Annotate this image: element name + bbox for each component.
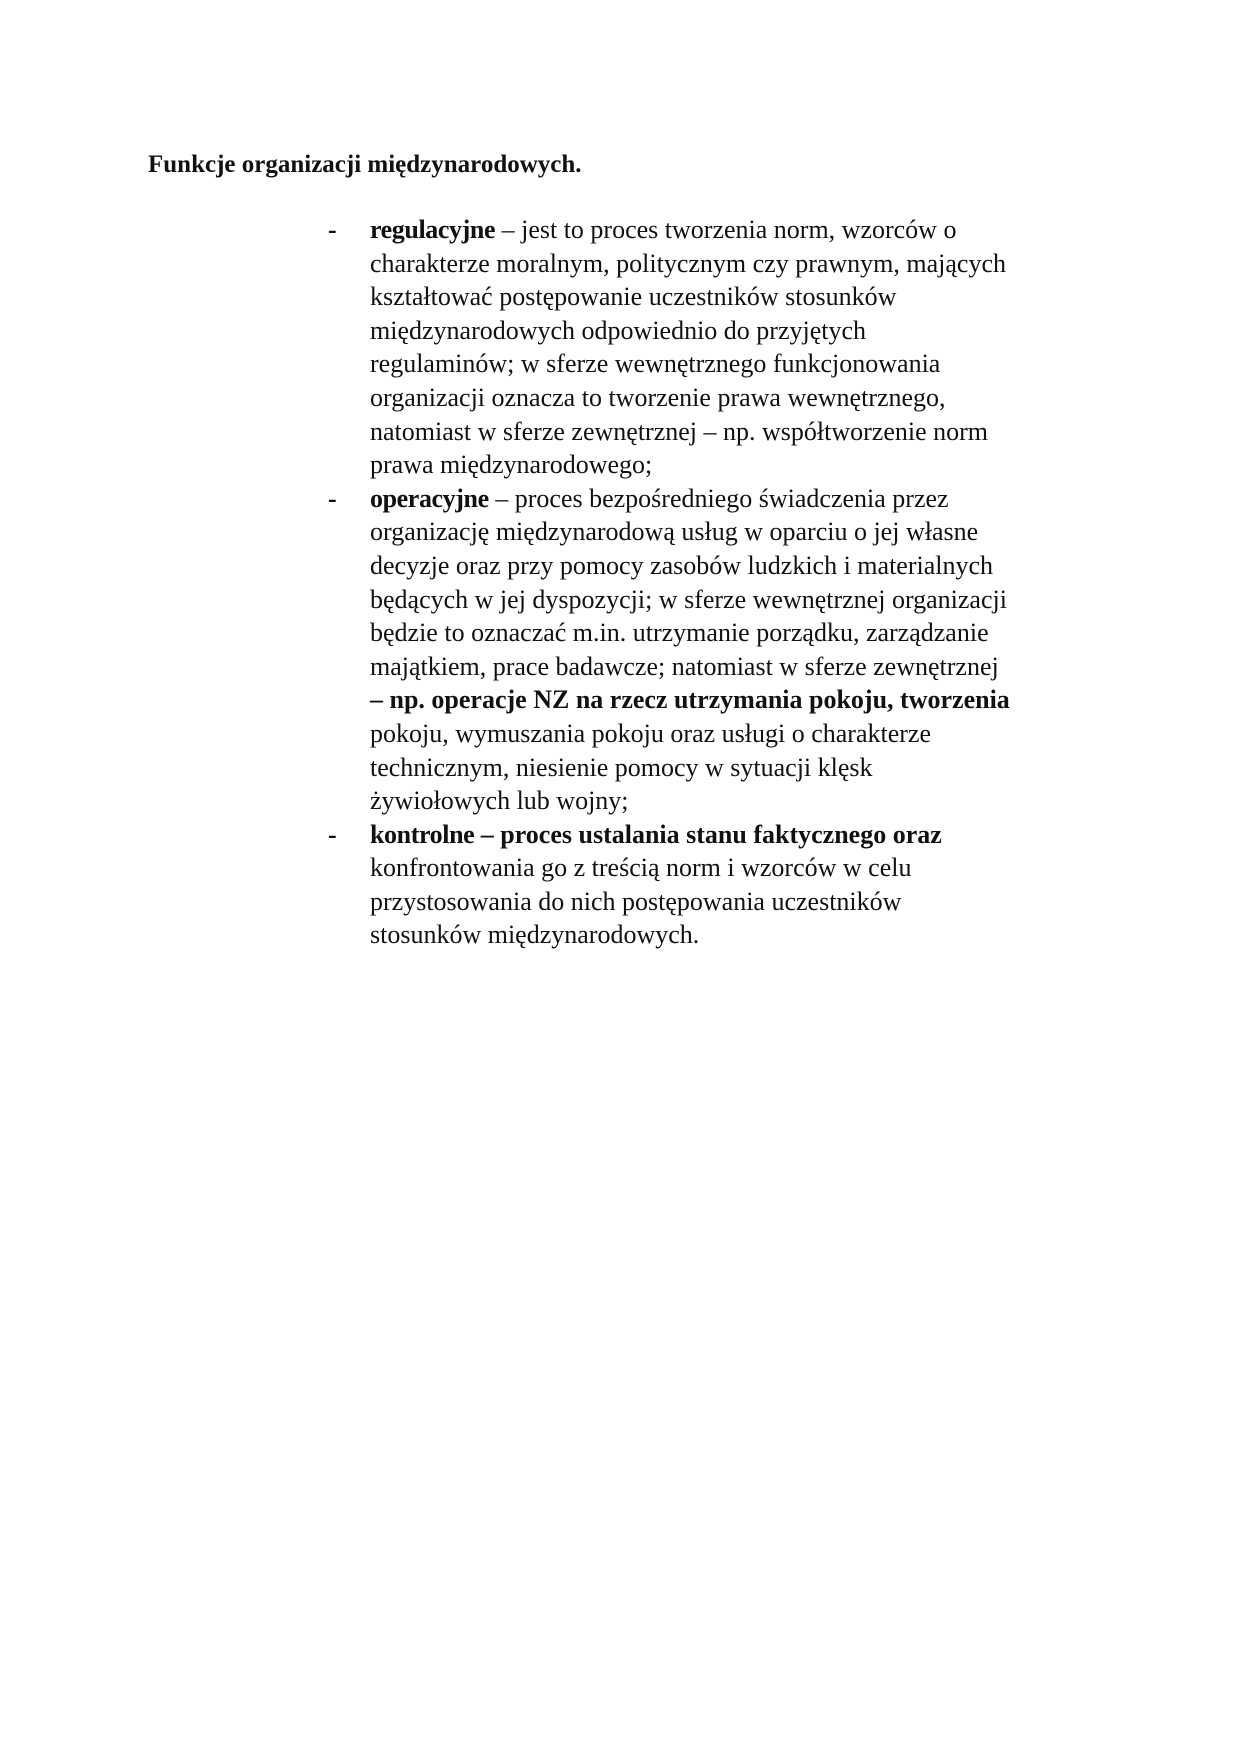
item-line: żywiołowych lub wojny; xyxy=(370,786,629,816)
list-item-regulacyjne xyxy=(328,213,1098,482)
list-item-kontrolne xyxy=(328,818,1098,952)
page-title: Funkcje organizacji międzynarodowych. xyxy=(148,151,582,178)
item-line: regulaminów; w sferze wewnętrznego funkcjonowania xyxy=(370,349,941,379)
item-line: kształtować postępowanie uczestników stosunków xyxy=(370,282,897,312)
item-line: będących w jej dyspozycji; w sferze wewnętrznej organizacji xyxy=(370,584,1007,614)
item-first-line xyxy=(370,818,1098,852)
dash-bullet: - xyxy=(328,215,337,244)
item-line: przystosowania do nich postępowania uczestników xyxy=(370,886,902,916)
item-description: – jest to proces tworzenia norm, wzorców o xyxy=(495,215,957,244)
term-kontrolne: kontrolne xyxy=(370,819,475,849)
item-line: organizacji oznacza to tworzenie prawa wewnętrznego, xyxy=(370,382,946,412)
item-line: technicznym, niesienie pomocy w sytuacji klęsk xyxy=(370,752,873,782)
functions-list xyxy=(328,213,1098,952)
item-description: – proces bezpośredniego świadczenia przez xyxy=(488,483,949,513)
dash-bullet: - xyxy=(328,483,337,513)
item-first-line xyxy=(370,482,1098,516)
item-line: organizację międzynarodową usług w oparciu o jej własne xyxy=(370,517,979,547)
term-operacyjne: operacyjne xyxy=(370,483,489,513)
item-line: decyzje oraz przy pomocy zasobów ludzkich i materialnych xyxy=(370,550,994,580)
term-regulacyjne: regulacyjne xyxy=(370,215,496,244)
item-line: pokoju, wymuszania pokoju oraz usługi o charakterze xyxy=(370,718,931,748)
dash-bullet: - xyxy=(328,819,337,849)
item-line: charakterze moralnym, politycznym czy prawnym, mających xyxy=(370,248,1007,278)
item-line: konfrontowania go z treścią norm i wzorców w celu xyxy=(370,853,912,883)
item-description: – proces ustalania stanu faktycznego oraz xyxy=(474,819,942,849)
item-first-line xyxy=(370,213,1098,247)
item-line: będzie to oznaczać m.in. utrzymanie porządku, zarządzanie xyxy=(370,618,989,648)
item-line: międzynarodowych odpowiednio do przyjętych xyxy=(370,315,867,345)
item-line: stosunków międzynarodowych. xyxy=(370,920,700,950)
list-item-operacyjne xyxy=(328,482,1098,818)
item-line: natomiast w sferze zewnętrznej – np. współtworzenie norm xyxy=(370,416,989,446)
item-line-strong: – np. operacje NZ na rzecz utrzymania pokoju, tworzenia xyxy=(370,685,1010,715)
item-line: prawa międzynarodowego; xyxy=(370,450,653,480)
item-line: majątkiem, prace badawcze; natomiast w sferze zewnętrznej xyxy=(370,651,999,681)
